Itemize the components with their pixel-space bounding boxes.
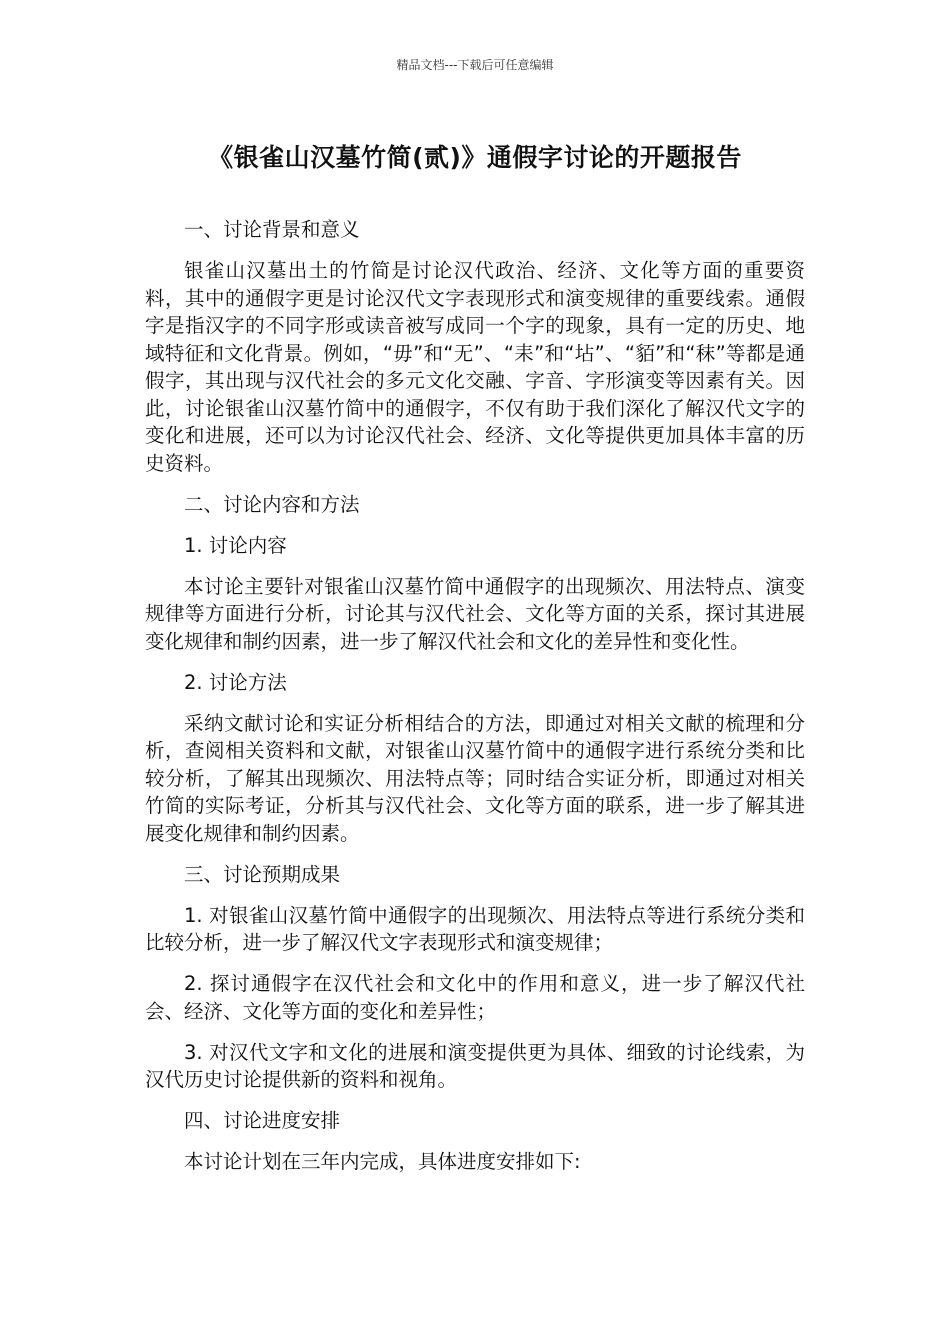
paragraph-method: 采纳文献讨论和实证分析相结合的方法，即通过对相关文献的梳理和分析，查阅相关资料和文献，对银雀山汉墓竹简中的通假字进行系统分类和比较分析，了解其出现频次、用法特点等；同时结合实证分析，即通过对相关竹简的实际考证，分析其与汉代社会、文化等方面的联系，进一步了解其进展变化规律和制约因素。 (145, 711, 805, 845)
paragraph-background: 银雀山汉墓出土的竹简是讨论汉代政治、经济、文化等方面的重要资料，其中的通假字更是讨论汉代文字表现形式和演变规律的重要线索。通假字是指汉字的不同字形或读音被写成同一个字的现象，具有一定的历史、地域特征和文化背景。例如，“毋”和“无”、“耒”和“坫”、“貊”和“秣”等都是通假字，其出现与汉代社会的多元文化交融、字音、字形演变等因素有关。因此，讨论银雀山汉墓竹简中的通假字，不仅有助于我们深化了解汉代文字的变化和进展，还可以为讨论汉代社会、经济、文化等提供更加具体丰富的历史资料。 (145, 259, 805, 475)
section-heading-content-method: 二、讨论内容和方法 (184, 492, 360, 516)
list-item-outcome-3: 3. 对汉代文字和文化的进展和演变提供更为具体、细致的讨论线索，为汉代历史讨论提供新的资料和视角。 (145, 1040, 805, 1091)
section-heading-outcomes: 三、讨论预期成果 (184, 862, 341, 886)
subheading-content: 1. 讨论内容 (184, 533, 287, 557)
paragraph-content: 本讨论主要针对银雀山汉墓竹简中通假字的出现频次、用法特点、演变规律等方面进行分析，讨论其与汉代社会、文化等方面的关系，探讨其进展变化规律和制约因素，进一步了解汉代社会和文化的差异性和变化性。 (145, 574, 805, 653)
document-body (145, 216, 805, 1189)
header-watermark: 精品文档---下载后可任意编辑 (396, 58, 554, 72)
section-heading-schedule: 四、讨论进度安排 (184, 1109, 341, 1132)
document-title: 《银雀山汉墓竹简(贰)》通假字讨论的开题报告 (208, 143, 742, 172)
paragraph-schedule: 本讨论计划在三年内完成，具体进度安排如下: (184, 1150, 581, 1173)
section-heading-background: 一、讨论背景和意义 (184, 218, 360, 241)
subheading-method: 2. 讨论方法 (184, 670, 287, 694)
list-item-outcome-1: 1. 对银雀山汉墓竹简中通假字的出现频次、用法特点等进行系统分类和比较分析，进一步了解汉代文字表现形式和演变规律； (145, 903, 805, 954)
list-item-outcome-2: 2. 探讨通假字在汉代社会和文化中的作用和意义，进一步了解汉代社会、经济、文化等方面的变化和差异性； (145, 972, 805, 1023)
